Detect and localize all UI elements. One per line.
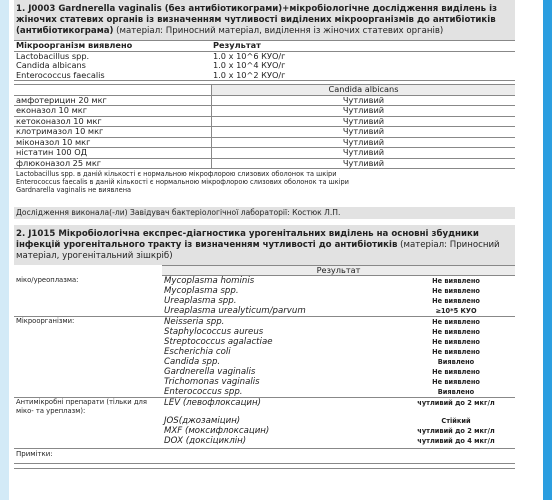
- notes-label: Примітки:: [14, 448, 515, 464]
- drug-result: Чутливий: [211, 117, 515, 127]
- drug-name: кетоконазол 10 мкг: [16, 115, 102, 126]
- table-row: [14, 138, 515, 149]
- section2-title: 2. J1015 Мікробіологічна експрес-діагностика урогенітальних виділень на основні збудники інфекцій урогенітального тракту із визначенням чутливості до антибіотиків: [16, 228, 479, 250]
- table-row: [14, 276, 515, 286]
- test-value: Не виявлено: [432, 287, 480, 295]
- test-value: Не виявлено: [432, 277, 480, 285]
- table-row: [14, 96, 515, 107]
- section2-header: [14, 225, 515, 265]
- test-value: Не виявлено: [432, 338, 480, 346]
- group-label: міко/уреоплазма:: [16, 276, 79, 284]
- test-name: Mycoplasma hominis: [164, 276, 255, 286]
- organism-table: [14, 40, 515, 81]
- table-row: [14, 436, 515, 446]
- drug-name: амфотерицин 20 мкг: [16, 94, 107, 105]
- table-row: [14, 367, 515, 377]
- note-line: Gardnarella vaginalis не виявлена: [16, 186, 132, 194]
- drug-name: еконазол 10 мкг: [16, 105, 88, 115]
- test-value: Не виявлено: [432, 348, 480, 356]
- test-value: Виявлено: [437, 388, 475, 396]
- lab-report: [14, 0, 515, 469]
- drug-result: Чутливий: [211, 127, 515, 137]
- test-name: Candida spp.: [164, 357, 221, 367]
- test-value: Не виявлено: [432, 368, 480, 376]
- drug-result: Чутливий: [211, 96, 515, 106]
- table-row: [14, 127, 515, 138]
- table-cell: Enterococcus faecalis: [16, 69, 105, 80]
- table-row: [14, 159, 515, 170]
- result-column-header: Результат: [162, 265, 515, 277]
- drug-name: флюконазол 25 мкг: [16, 157, 102, 168]
- table-row: [14, 327, 515, 337]
- section1-title: 1. J0003 Gardnerella vaginalis (без антибіотикограми)+мікробіологічне дослідження виділень із жіночих статевих органів із визначенням чутливості виділених мікроорганізмів до антибіотиків (антибіотикограма): [16, 4, 498, 36]
- test-value: Не виявлено: [432, 378, 480, 386]
- table-cell: 1.0 x 10^6 КУО/г: [213, 50, 286, 61]
- drug-result: Чутливий: [211, 159, 515, 169]
- test-name: Enterococcus spp.: [164, 387, 243, 397]
- table-row: [14, 397, 515, 416]
- drug-name: клотримазол 10 мкг: [16, 126, 104, 136]
- table-row: [14, 286, 515, 296]
- table-cell: 1.0 x 10^4 КУО/г: [213, 60, 286, 70]
- table-cell: 1.0 x 10^2 КУО/г: [213, 69, 286, 80]
- drug-result: Чутливий: [211, 106, 515, 116]
- test-name: Mycoplasma spp.: [164, 286, 239, 296]
- test-name: Ureaplasma spp.: [164, 296, 237, 306]
- test-value: Не виявлено: [432, 297, 480, 305]
- test-name: Escherichia coli: [164, 347, 231, 357]
- test-name: DOX (доксіциклін): [164, 436, 247, 446]
- table-row: [14, 426, 515, 436]
- antifungal-header-blank: [14, 85, 211, 95]
- note-line: Lactobacillus spp. в даній кількості є нормальною мікрофлорою слизових оболонок та шкіри: [16, 170, 337, 178]
- table-row: [14, 296, 515, 306]
- test-name: LEV (левофлоксацин): [164, 398, 261, 408]
- table-row: [14, 337, 515, 347]
- test-value: чутливий до 4 мкг/л: [417, 437, 495, 445]
- test-name: Gardnerella vaginalis: [164, 367, 256, 377]
- table-row: [14, 306, 515, 316]
- group-label: Мікроорганізми:: [16, 317, 75, 325]
- drug-result: Чутливий: [211, 138, 515, 148]
- test-name: Neisseria spp.: [164, 317, 225, 327]
- antifungal-organism-header: Candida albicans: [211, 85, 515, 95]
- table-row: [14, 148, 515, 159]
- section2-material: (матеріал: Приносний матеріал, урогенітальний зішкріб): [16, 239, 500, 261]
- test-value: чутливий до 2 мкг/л: [417, 399, 495, 407]
- test-value: Не виявлено: [432, 318, 480, 326]
- table-row: [14, 316, 515, 327]
- left-edge-strip: [0, 0, 9, 500]
- test-value: Не виявлено: [432, 328, 480, 336]
- test-value: чутливий до 2 мкг/л: [417, 427, 495, 435]
- section1-material: (матеріал: Приносний матеріал, виділення із жіночих статевих органів): [113, 26, 444, 36]
- test-name: MXF (моксифлоксацин): [164, 426, 270, 436]
- col-organism-header: Мікроорганізм виявлено: [14, 40, 211, 52]
- table-row: [14, 106, 515, 117]
- table-cell: Lactobacillus spp.: [16, 50, 90, 61]
- antifungal-header-row: [14, 84, 515, 96]
- section1-notes: [14, 169, 515, 195]
- section1-header: [14, 0, 515, 40]
- test-value: ≥10*5 КУО: [435, 307, 477, 315]
- table-row: [14, 347, 515, 357]
- test-name: JOS(джозаміцин): [164, 416, 241, 426]
- drug-name: ністатин 100 ОД: [16, 147, 88, 157]
- note-line: Enterococcus faecalis в даній кількості є нормальною мікрофлорою слизових оболонок та шкіри: [16, 178, 349, 186]
- drug-name: міконазол 10 мкг: [16, 136, 91, 147]
- test-name: Staphylococcus aureus: [164, 327, 264, 337]
- drug-result: Чутливий: [211, 148, 515, 158]
- table-row: [14, 357, 515, 367]
- group-label: [14, 416, 162, 426]
- performed-by: Дослідження виконала(-ли) Завідувач бактеріологічної лабораторії: Костюк Л.П.: [14, 207, 515, 219]
- test-name: Streptococcus agalactiae: [164, 337, 273, 347]
- table-cell: Candida albicans: [16, 60, 86, 70]
- scrollbar[interactable]: [543, 0, 552, 500]
- test-name: Ureaplasma urealyticum/parvum: [164, 306, 306, 316]
- table-row: [14, 387, 515, 397]
- table-row: [14, 377, 515, 387]
- table-row: [14, 416, 515, 426]
- col-result-header: Результат: [211, 40, 515, 52]
- group-label: Антимікробні препарати (тільки для міко- та уреплазм):: [16, 398, 147, 415]
- test-value: Виявлено: [437, 358, 475, 366]
- test-name: Trichomonas vaginalis: [164, 377, 260, 387]
- test-value: Стійкий: [441, 417, 471, 425]
